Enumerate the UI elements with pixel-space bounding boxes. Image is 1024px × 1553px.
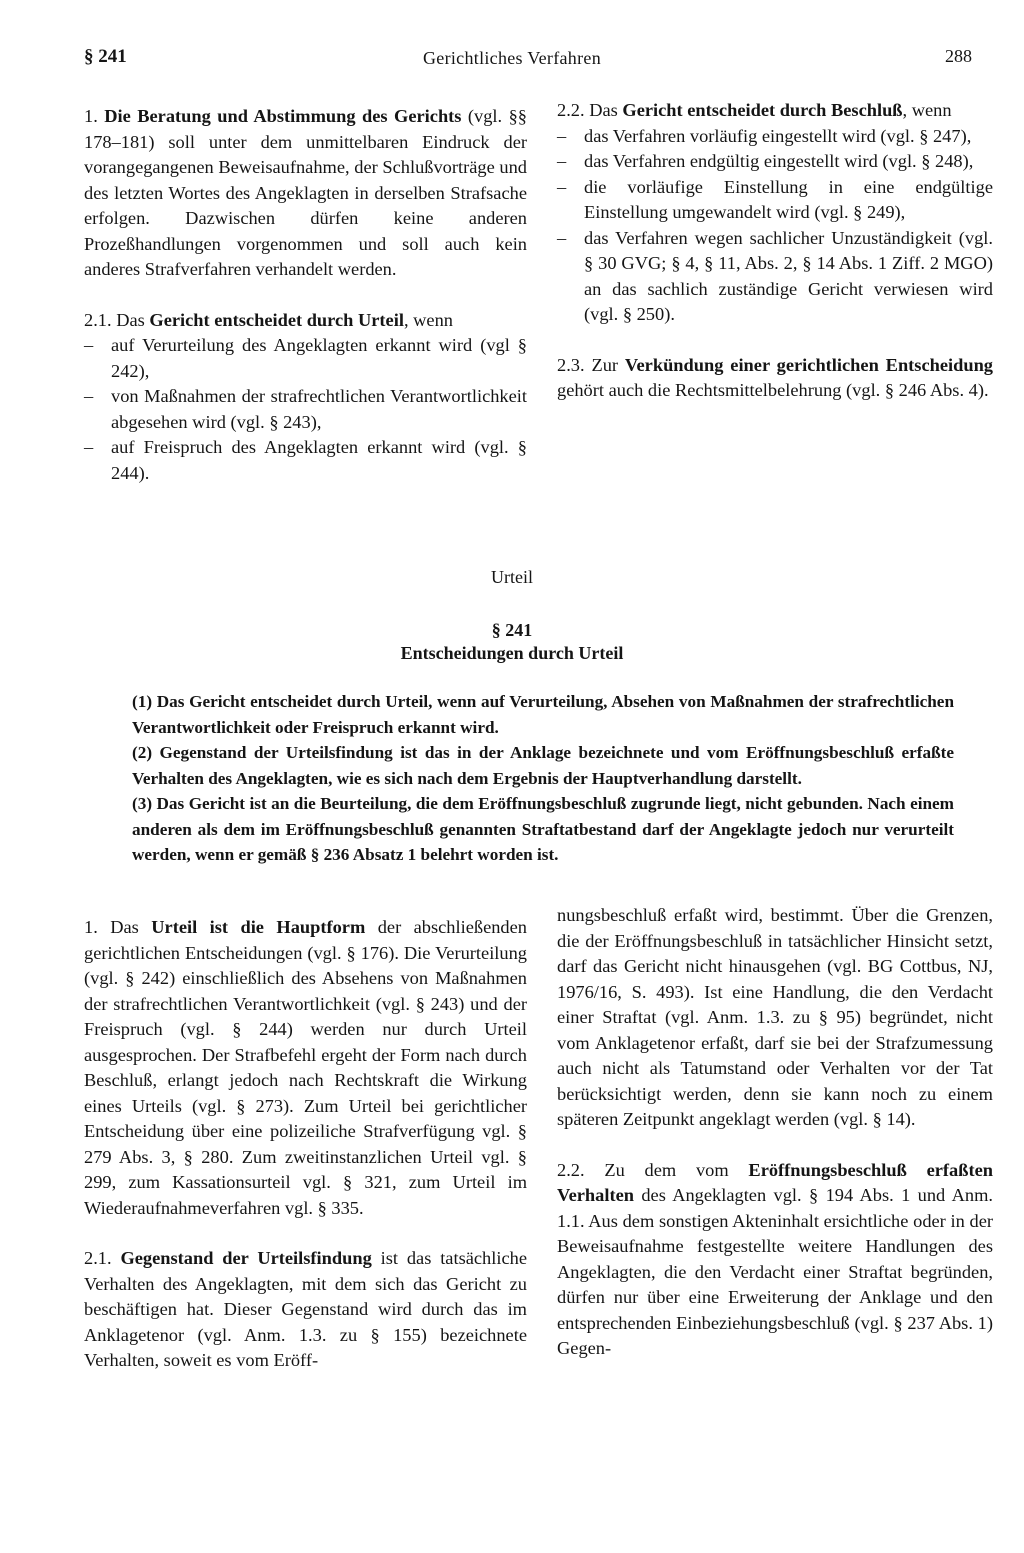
law-paragraph: (1) Das Gericht entscheidet durch Urteil, wenn auf Verurteilung, Absehen von Maßnahmen der strafrechtlichen Verantwortlichkeit oder Freispruch erkannt wird.: [132, 692, 954, 737]
law-paragraph: (2) Gegenstand der Urteilsfindung ist das in der Anklage bezeichnete und vom Eröffnungsbeschluß erfaßte Verhalten des Angeklagten, wie es sich nach dem Ergebnis der Hauptverhandlung darstellt.: [132, 743, 954, 788]
section-number: § 241: [491, 620, 533, 640]
list-dash: –: [557, 151, 567, 171]
paragraph-text: , wenn: [403, 309, 453, 330]
bold-term: Urteil ist die Hauptform: [151, 917, 366, 937]
paragraph-2-1: [84, 308, 527, 334]
paragraph-text: Zu dem vom: [604, 1159, 749, 1180]
list-item: [557, 149, 993, 175]
list-item: [84, 384, 527, 435]
law-text: [132, 689, 954, 868]
header-title: Gerichtliches Verfahren: [423, 48, 601, 68]
list-item-text: die vorläufige Einstellung in eine endgültige Einstellung umgewandelt wird (vgl. § 249),: [584, 176, 993, 222]
bottom-right-column: [557, 903, 993, 1362]
law-paragraph: (3) Das Gericht ist an die Beurteilung, die dem Eröffnungsbeschluß zugrunde liegt, nicht gebunden. Nach einem anderen als dem im Eröffnungsbeschluß genannten Straftatbestand darf der Angeklagte jedoch nur verurteilt werden, wenn er gemäß § 236 Absatz 1 belehrt worden ist.: [132, 794, 954, 864]
paragraph-text: gehört auch die Rechtsmittelbelehrung (vgl. § 246 Abs. 4).: [557, 380, 989, 400]
page-number: 288: [945, 46, 972, 66]
paragraph-text: Das: [589, 100, 623, 120]
paragraph-text: , wenn: [902, 100, 952, 120]
list-dash: –: [84, 437, 94, 457]
commentary-continuation: nungsbeschluß erfaßt wird, bestimmt. Über die Grenzen, die der Eröffnungsbeschluß in tatsächlicher Hinsicht setzt, darf das Gericht nicht hinausgehen (vgl. BG Cottbus, NJ, 1976/16, S. 493). Ist eine Handlung, die den Verdacht einer Straftat (vgl. Anm. 1.3. zu § 95) begründet, nicht vom Anklagetenor erfaßt, darf sie bei der Strafzumessung auch nicht als Tatumstand oder Verhalten vor der Tat berücksichtigt werden, denn sie kann noch zu einem späteren Zeitpunkt angeklagt werden (vgl. § 14).: [557, 905, 993, 1129]
list-dash: –: [557, 125, 567, 146]
list-item: [84, 435, 527, 486]
bold-term: Die Beratung und Abstimmung des Gerichts: [104, 106, 462, 126]
list-dash: –: [557, 176, 567, 197]
section-title: Entscheidungen durch Urteil: [400, 643, 624, 663]
bottom-left-column: [84, 915, 527, 1374]
list-item-text: das Verfahren vorläufig eingestellt wird (vgl. § 247),: [584, 125, 972, 146]
paragraph-number: 2.2.: [557, 100, 585, 120]
paragraph-number: 2.2.: [557, 1159, 585, 1180]
paragraph-text: Zur: [591, 354, 625, 375]
paragraph-text: der abschließenden gerichtlichen Entscheidungen (vgl. § 176). Die Verurteilung (vgl. § 242) einschließlich des Absehens von Maßnahmen der strafrechtlichen Verantwortlichkeit (vgl. § 243) und der Freispruch (vgl. § 244) werden nur durch Urteil ausgesprochen. Der Strafbefehl ergeht der Form nach durch Beschluß, erlangt jedoch nach Rechtskraft die Wirkung eines Urteils (vgl. § 273). Zum Urteil bei gerichtlicher Entscheidung über eine polizeiliche Strafverfügung vgl. § 279 Abs. 3, § 280. Zum zweitinstanzlichen Urteil vgl. § 299, zum Kassationsurteil vgl. § 321, zum Urteil im Wiederaufnahmeverfahren vgl. § 335.: [84, 917, 527, 1218]
commentary-paragraph-2-1: [84, 1246, 527, 1374]
paragraph-number: 2.1.: [84, 309, 112, 330]
list-dash: –: [84, 335, 94, 355]
bold-term: Gegenstand der Urteilsfindung: [120, 1248, 372, 1268]
bold-term: Eröffnungsbeschluß erfaßten Verhalten: [557, 1159, 993, 1205]
bold-term: Gericht entscheidet durch Urteil: [149, 309, 404, 330]
paragraph-number: 1.: [84, 106, 98, 126]
paragraph-text: Das: [110, 917, 152, 937]
paragraph-number: 1.: [84, 917, 98, 937]
bold-term: Verkündung einer gerichtlichen Entscheidung: [624, 354, 993, 375]
list-item: [557, 226, 993, 328]
list-item-text: auf Freispruch des Angeklagten erkannt wird (vgl. § 244).: [111, 437, 527, 483]
list-dash: –: [84, 386, 94, 406]
list-item-text: das Verfahren wegen sachlicher Unzuständigkeit (vgl. § 30 GVG; § 4, § 11, Abs. 2, § 14 Abs. 1 Ziff. 2 MGO) an das sachlich zuständige Gericht verwiesen wird (vgl. § 250).: [584, 227, 993, 324]
top-left-column: [84, 104, 527, 486]
bold-term: Gericht entscheidet durch Beschluß: [622, 100, 903, 120]
paragraph-text: des Angeklagten vgl. § 194 Abs. 1 und Anm. 1.1. Aus dem sonstigen Akteninhalt ersichtliche oder in der Beweisaufnahme festgestellte weitere Handlungen des Angeklagten, die den Verdacht einer Straftat begründen, dürfen nur über eine Erweiterung der Anklage und den entsprechenden Einbeziehungsbeschluß (vgl. § 237 Abs. 1) Gegen-: [557, 1185, 993, 1358]
commentary-paragraph-2-2: [557, 1158, 993, 1362]
list-item-text: von Maßnahmen der strafrechtlichen Verantwortlichkeit abgesehen wird (vgl. § 243),: [111, 386, 527, 432]
paragraph-2-2: [557, 98, 993, 124]
list-item: [557, 175, 993, 226]
commentary-paragraph-1: [84, 915, 527, 1221]
list-item: [557, 124, 993, 150]
list-item-text: das Verfahren endgültig eingestellt wird (vgl. § 248),: [584, 151, 974, 171]
list-item-text: auf Verurteilung des Angeklagten erkannt wird (vgl § 242),: [111, 335, 527, 381]
paragraph-text: (vgl. §§ 178–181) soll unter dem unmittelbaren Eindruck der vorangegangenen Beweisaufnahme, der Schlußvorträge und des letzten Wortes des Angeklagten in derselben Strafsache erfolgen. Dazwischen dürfen keine anderen Prozeßhandlungen vorgenommen und soll auch kein anderes Strafverfahren verhandelt werden.: [84, 106, 527, 279]
list-item: [84, 333, 527, 384]
list-dash: –: [557, 227, 567, 248]
top-right-column: [557, 98, 993, 404]
paragraph-text: ist das tatsächliche Verhalten des Angeklagten, mit dem sich das Gericht zu beschäftigen hat. Dieser Gegenstand wird durch das im Anklagetenor (vgl. Anm. 1.3. zu § 155) bezeichnete Verhalten, soweit es vom Eröff-: [84, 1248, 527, 1370]
paragraph-1: [84, 104, 527, 283]
paragraph-text: Das: [116, 309, 150, 330]
paragraph-number: 2.3.: [557, 354, 585, 375]
chapter-heading: Urteil: [491, 567, 533, 587]
header-section-number: § 241: [84, 46, 127, 67]
paragraph-2-3: [557, 353, 993, 404]
paragraph-number: 2.1.: [84, 1248, 112, 1268]
